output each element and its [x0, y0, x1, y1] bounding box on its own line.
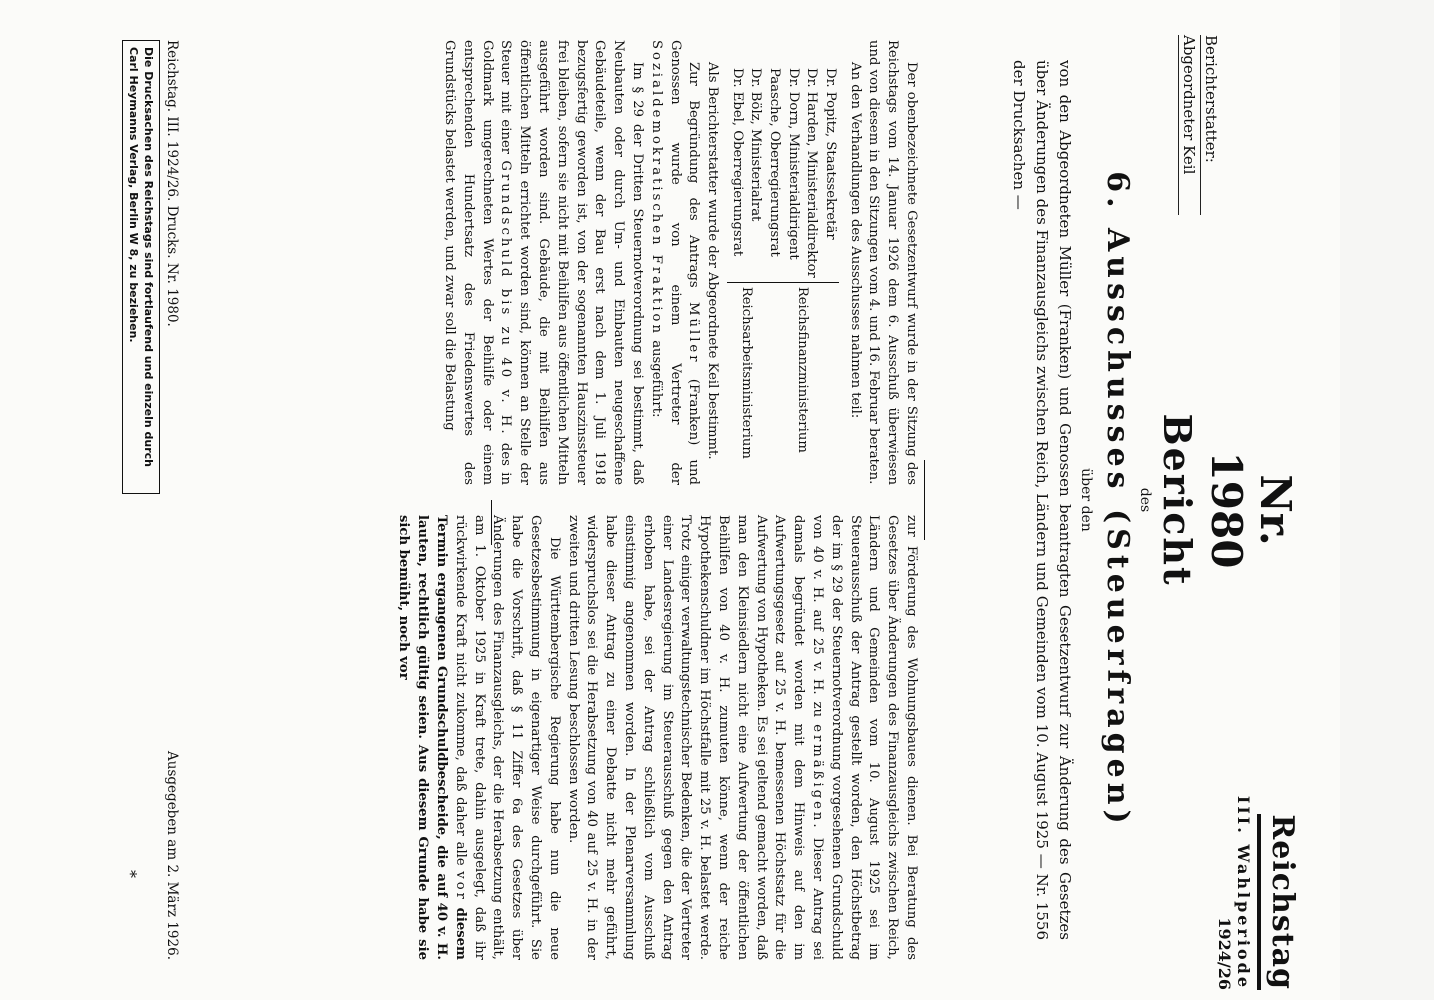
spaced-text: ermäßigen.	[810, 724, 826, 831]
paragraph: Als Berichterstatter wurde der Abgeordnete Keil bestimmt.	[705, 62, 721, 460]
bold-text: diesem Termin ergangenen Grundschuldbescheide, die auf 40 v. H. lauten, rechtlich gültig seien. Aus diesem Grunde habe sie sich bemüht, noch vor	[396, 515, 468, 960]
text-run: ausgeführt:	[648, 340, 664, 418]
reichstag-title: Reichstag	[1257, 814, 1300, 990]
footer-imprint	[164, 40, 180, 960]
paragraph: An den Verhandlungen des Ausschusses nahmen teil:	[847, 62, 863, 419]
ministry-finanz: Reichsfinanzministerium	[764, 282, 838, 463]
text-run: Zur Begründung des Antrags	[686, 62, 702, 288]
participant-row	[820, 64, 839, 463]
paragraph	[394, 515, 563, 960]
paragraph	[439, 40, 646, 485]
participant-name: Paasche, Oberregierungsrat	[767, 68, 783, 257]
spaced-party: Sozialdemokratischen Fraktion	[648, 40, 664, 336]
text-run: Dieser Antrag sei damals begründet worden mit dem Hinweis auf den im Aufwertungsgesetz auf 25 v. H. bemessenen Höchstsatz für die Aufwertung von Hypotheken. Es sei geltend gemacht worden, daß man den Kleinsiedlern nicht eine Aufwertung der öffentlichen Beihilfen von 40 v. H. zumuten könne, wenn der reiche Hypothekenschuldner im Höchstfalle mit 25 v. H. belastet werde. Trotz einiger verwaltungstechnischer Bedenken, die der Vertreter einer Landesregierung im Steuerausschuß gegen den Antrag erhoben habe, sei der Antrag schließlich vom Ausschuß einstimmig angenommen worden. In der Plenarversammlung habe dieser Antrag zu einer Debatte nicht mehr geführt, widerspruchslos sei die Herabsetzung von 40 auf 25 v. H. in der zweiten und dritten Lesung beschlossen worden.	[565, 515, 826, 960]
reichstag-header	[1215, 770, 1300, 990]
berichterstatter-name: Abgeordneter Keil	[1178, 35, 1198, 215]
participants-table	[727, 64, 839, 463]
text-run: (Franken) und Genossen wurde von einem Vertreter der	[667, 40, 702, 485]
participant-name: Dr. Bölz, Ministerialrat	[748, 68, 764, 222]
spaced-text: vor	[452, 871, 468, 902]
document-title: Bericht	[1155, 413, 1200, 587]
paragraph	[646, 40, 702, 485]
ministry-arbeit: Reichsarbeitsministerium	[727, 282, 764, 463]
lead-paragraph: von den Abgeordneten Müller (Franken) und Genossen beantragten Gesetzentwurf zur Änderung des Gesetzes über Änderungen des Finanzausgleichs zwischen Reich, Ländern und Gemeinden vom 10. August 1925 — Nr. 1556 der Drucksachen —	[1010, 60, 1074, 940]
participant-name: Dr. Dorn, Ministerialdirigent	[785, 68, 801, 260]
footer-right: Ausgegeben am 2. März 1926.	[164, 751, 180, 960]
paragraph	[563, 515, 920, 960]
title-ueber: über den	[1078, 468, 1094, 532]
participant-name: Dr. Ebel, Oberregierungsrat	[729, 68, 745, 257]
participant-name: Dr. Popitz, Staatssekretär	[822, 68, 838, 240]
footer-left: Reichstag. III. 1924/26. Drucks. Nr. 1980.	[164, 40, 180, 327]
spaced-text: Grundschuld bis zu 40 v. H.	[498, 160, 514, 437]
wahlperiode-years: 1924/26	[1215, 917, 1234, 990]
wahlperiode-label: III. Wahlperiode	[1234, 795, 1253, 990]
title-des: des	[1137, 487, 1153, 513]
paragraph: Der obenbezeichnete Gesetzentwurf wurde in der Sitzung des Reichstags vom 14. Januar 1926 dem 6. Ausschuß überwiesen und von diesem in den Sitzungen vom 4. und 16. Februar beraten.	[866, 40, 919, 485]
text-run: Die Württembergische Regierung habe nun die neue Gesetzesbestimmung in eigenartiger Weise durchgeführt. Sie habe die Vorschrift, daß § 11 Ziffer 6a des Gesetzes über Änderungen des Finanzausgleichs, der die Herabsetzung enthält, am 1. Oktober 1925 in Kraft trete, dahin ausgelegt, daß ihr rückwirkende Kraft nicht zukomme, daß daher alle	[452, 515, 562, 960]
title-divider	[924, 460, 925, 540]
column-end-divider	[491, 500, 492, 545]
spaced-name: Müller	[686, 302, 702, 365]
text-run: des in Goldmark umgerechneten Wertes der Beihilfe oder einem entsprechenden Hundertsatz des Friedenswertes des Grundstücks belastet werden, und zwar soll die Belastung	[442, 40, 514, 485]
participant-name: Dr. Harden, Ministerialdirektor	[804, 68, 820, 278]
title-block	[1007, 40, 1200, 960]
text-run: zur Förderung des Wohnungsbaues dienen. Bei Beratung des Gesetzes über Änderungen des Finanzausgleichs zwischen Reich, Ländern und Gemeinden vom 10. August 1925 sei im Steuerausschuß der Antrag gestellt worden, den Höchstbetrag der im § 29 der Steuernotverordnung vorgesehenen Grundschuld von 40 v. H. auf 25 v. H. zu	[810, 515, 919, 960]
footer-notice-box: Die Drucksachen des Reichstags sind fortlaufend und einzeln durch Carl Heymanns Verlag, Berlin W 8, zu beziehen.	[122, 40, 160, 494]
document-number: Nr. 1980	[1202, 451, 1300, 569]
text-run: Im § 29 der Dritten Steuernotverordnung sei bestimmt, daß Neubauten oder durch Um- und Einbauten neugeschaffene Gebäudeteile, wenn der Bau erst nach dem 1. Juli 1918 bezugsfertig geworden ist, von der sogenannten Hauszinssteuer frei bleiben, sofern sie nicht mit Beihilfen aus öffentlichen Mitteln ausgeführt worden sind. Gebäude, die mit Beihilfen aus öffentlichen Mitteln errichtet worden sind, können an Stelle der Steuer mit einer	[498, 40, 646, 485]
left-column	[439, 40, 920, 485]
berichterstatter-label: Berichterstatter:	[1200, 35, 1220, 215]
participant-row	[746, 64, 765, 463]
right-column	[394, 515, 920, 960]
footer-asterisk: *	[121, 870, 140, 878]
committee-title: 6. Ausschusses (Steuerfragen)	[1100, 171, 1135, 829]
